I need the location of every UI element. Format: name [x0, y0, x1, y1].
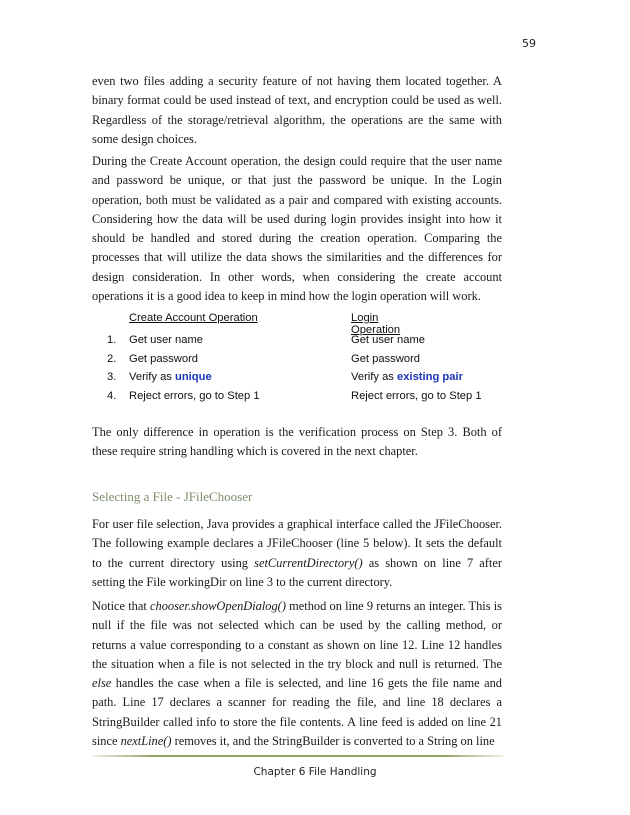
create-step: Get password	[129, 352, 199, 365]
step-number: 1.	[107, 334, 117, 346]
login-step-highlight: existing pair	[397, 371, 463, 383]
step-number: 2.	[107, 352, 117, 365]
login-step: Get user name	[351, 334, 425, 346]
login-step-prefix: Verify as	[351, 371, 398, 383]
create-step-highlight: unique	[175, 371, 212, 383]
login-step: Get password	[351, 352, 421, 365]
code-reference: chooser.showOpenDialog()	[150, 599, 286, 613]
text-run: method on line 9 returns an integer. This is null if the file was not selected which can be used by the calling method, or returns a value corresponding to a constant as shown on line 12. Line 12 handles the situation when a file is not selected in the try block and null is returned. The	[92, 599, 502, 671]
paragraph-storage-design: even two files adding a security feature of not having them located together. A binary format could be used instead of text, and encryption could be used as well. Regardless of the storage/retrieval algorithm, the operations are the same with some design choices.	[92, 74, 502, 146]
step-number: 3.	[107, 371, 117, 383]
paragraph-verification-difference: The only difference in operation is the verification process on Step 3. Both of these require string handling which is covered in the next chapter.	[92, 425, 502, 459]
footer-chapter-title: Chapter 6 File Handling	[253, 766, 377, 778]
login-step	[351, 371, 463, 383]
header-create-account: Create Account Operation	[129, 312, 258, 324]
create-step: Get user name	[129, 334, 203, 346]
code-reference: else	[92, 676, 112, 691]
login-step: Reject errors, go to Step 1	[351, 389, 482, 402]
text-run: For user file selection, Java provides a graphical interface called the JFileChooser. The following example declares a JFileChooser (line 5 below). It sets the default to the current directory using	[92, 517, 502, 570]
text-run: removes it, and the StringBuilder is converted to a String on line	[171, 734, 495, 749]
text-run: Notice that	[92, 599, 150, 613]
paragraph-create-account: During the Create Account operation, the design could require that the user name and password be unique, or that just the password be unique. In the Login operation, both must be validated as a pair and compared with existing accounts. Considering how the data will be used during login provides insight into how it should be handled and stored during the creation operation. Comparing the processes that will utilize the data shows the similarities and the differences for design consideration. In other words, when considering the create account operations it is a good idea to keep in mind how the login operation will work.	[92, 154, 502, 304]
section-heading: Selecting a File - JFileChooser	[92, 489, 253, 504]
code-reference: nextLine()	[120, 734, 172, 749]
footer-divider	[92, 755, 504, 757]
text-run: as shown on line 7 after setting the File workingDir on line 3 to the current directory.	[92, 555, 503, 589]
step-number: 4.	[107, 389, 117, 402]
paragraph-jfilechooser-intro	[92, 515, 502, 592]
create-step-prefix: Verify as	[129, 371, 176, 383]
create-step	[129, 371, 212, 383]
header-login: Login Operation	[351, 312, 401, 336]
text-run: handles the case when a file is selected, and line 16 gets the file name and path. Line 17 declares a scanner for reading the file, and line 18 declares a StringBuilder called info to store the file contents. A line feed is added on line 21 since	[92, 676, 502, 749]
page-number: 59	[522, 37, 536, 50]
code-reference: setCurrentDirectory()	[254, 555, 363, 570]
paragraph-show-open-dialog	[92, 597, 502, 751]
create-step: Reject errors, go to Step 1	[129, 389, 260, 402]
